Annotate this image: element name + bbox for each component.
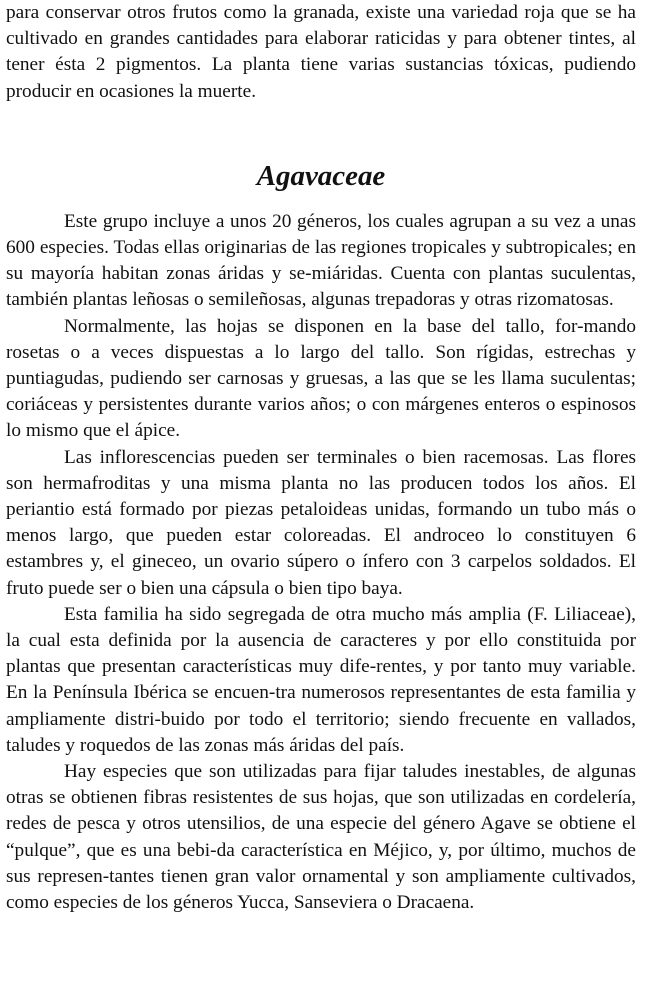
body-paragraph-2: Normalmente, las hojas se disponen en la base del tallo, for-mando rosetas o a veces dispuestas a lo largo del tallo. Son rígidas, estrechas y puntiagudas, pudiendo ser carnosas y gruesas, a las que se les llama suculentas; coriáceas y persistentes durante varios años; o con márgenes enteros o espinosos lo mismo que el ápice. <box>6 315 636 442</box>
body-paragraph-3: Las inflorescencias pueden ser terminales o bien racemosas. Las flores son hermafroditas y una misma planta no las producen todos los años. El periantio está formado por piezas petaloideas unidas, formando un tubo más o menos largo, que pueden estar coloreadas. El androceo lo constituyen 6 estambres y, el gineceo, un ovario súpero o ínfero con 3 carpelos soldados. El fruto puede ser o bien una cápsula o bien tipo baya. <box>6 446 636 599</box>
document-page <box>6 0 636 916</box>
body-paragraph-1: Este grupo incluye a unos 20 géneros, los cuales agrupan a su vez a unas 600 especies. Todas ellas originarias de las regiones tropicales y subtropicales; en su mayoría habitan zonas áridas y se-miáridas. Cuenta con plantas suculentas, también plantas leñosas o semileñosas, algunas trepadoras y otras rizomatosas. <box>6 210 636 311</box>
body-paragraph-5: Hay especies que son utilizadas para fijar taludes inestables, de algunas otras se obtienen fibras resistentes de sus hojas, que son utilizadas en cordelería, redes de pesca y otros utensilios, de una especie del género Agave se obtiene el “pulque”, que es una bebi-da característica en Méjico, y, por último, muchos de sus represen-tantes tienen gran valor ornamental y son ampliamente cultivados, como especies de los géneros Yucca, Sanseviera o Dracaena. <box>6 761 636 914</box>
section-spacer <box>6 105 636 163</box>
body-paragraph-4: Esta familia ha sido segregada de otra mucho más amplia (F. Liliaceae), la cual esta definida por la ausencia de caracteres y por ello constituida por plantas que presentan características muy dife-rentes, y por tanto muy variable. En la Península Ibérica se encuen-tra numerosos representantes de esta familia y ampliamente distri-buido por todo el territorio; siendo frecuente en vallados, taludes y roquedos de las zonas más áridas del país. <box>6 603 636 756</box>
intro-paragraph: para conservar otros frutos como la granada, existe una variedad roja que se ha cultivado en grandes cantidades para elaborar raticidas y para obtener tintes, al tener ésta 2 pigmentos. La planta tiene varias sustancias tóxicas, pudiendo producir en ocasiones la muerte. <box>6 2 636 102</box>
section-title: Agavaceae <box>256 159 386 192</box>
title-spacer <box>6 189 636 209</box>
